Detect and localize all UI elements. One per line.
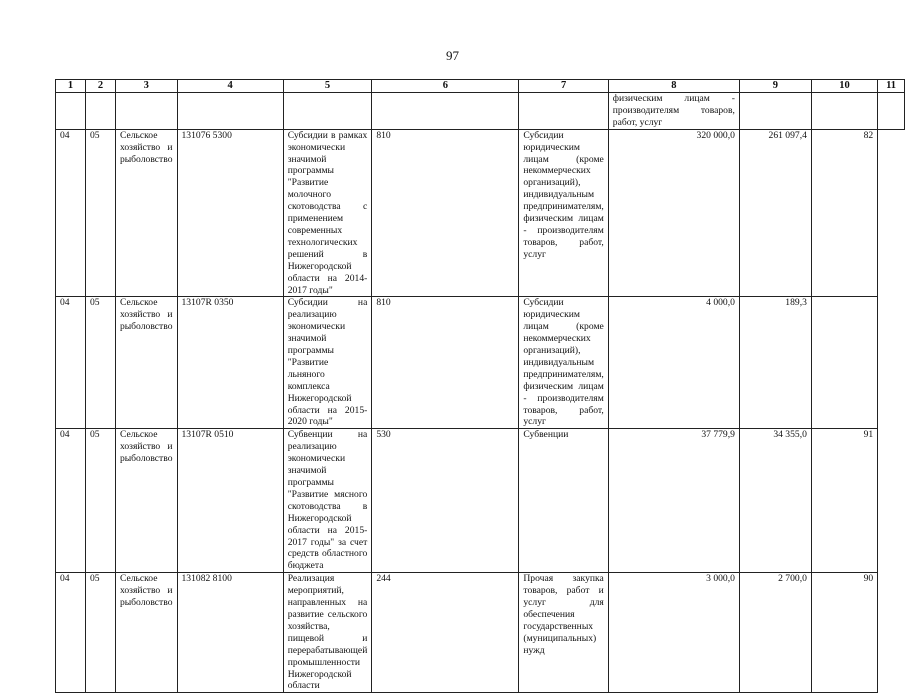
description-cell: Субвенции на реализацию экономически значимой программы "Развитие мясного скотоводства в Нижегородской области на 2015-2017 годы" за счет средств областного бюджета	[283, 429, 372, 573]
table-row	[56, 129, 905, 297]
percent-cell: 91	[811, 429, 877, 573]
column-header: 7	[519, 80, 608, 93]
col3-cell: 05	[85, 429, 115, 573]
table-header-row	[56, 80, 905, 93]
section-cell: Сельское хозяйство и рыболовство	[115, 573, 177, 693]
col2-cell: 04	[56, 297, 86, 429]
table-row	[56, 573, 905, 693]
section-cell: Сельское хозяйство и рыболовство	[115, 129, 177, 297]
col3-cell: 05	[85, 297, 115, 429]
column-header: 2	[85, 80, 115, 93]
recipient-cell: Субвенции	[519, 429, 608, 573]
column-header: 3	[115, 80, 177, 93]
description-cell: Субсидии на реализацию экономически значимой программы "Развитие льняного комплекса Нижегородской области на 2015-2020 годы"	[283, 297, 372, 429]
column-header: 5	[283, 80, 372, 93]
col3-cell: 05	[85, 129, 115, 297]
column-header: 8	[608, 80, 739, 93]
description-cell: Субсидии в рамках экономически значимой программы "Развитие молочного скотоводства с применением современных технологических решений в Нижегородской области на 2014-2017 годы"	[283, 129, 372, 297]
column-header: 6	[372, 80, 519, 93]
planned-cell: 4 000,0	[608, 297, 739, 429]
table-row	[56, 297, 905, 429]
code-cell: 13107R 0510	[177, 429, 283, 573]
planned-cell: 37 779,9	[608, 429, 739, 573]
description-cell: Реализация мероприятий, направленных на развитие сельского хозяйства, пищевой и перерабатывающей промышленности Нижегородской области	[283, 573, 372, 693]
type-code-cell: 810	[372, 297, 519, 429]
type-code-cell: 244	[372, 573, 519, 693]
column-header: 11	[878, 80, 905, 93]
col2-cell: 04	[56, 573, 86, 693]
percent-cell: 90	[811, 573, 877, 693]
executed-cell: 261 097,4	[739, 129, 811, 297]
section-cell: Сельское хозяйство и рыболовство	[115, 429, 177, 573]
col2-cell: 04	[56, 129, 86, 297]
type-code-cell: 530	[372, 429, 519, 573]
column-header: 1	[56, 80, 86, 93]
budget-table	[55, 79, 905, 693]
code-cell: 131076 5300	[177, 129, 283, 297]
page-number: 97	[446, 48, 459, 63]
recipient-cell: физическим лицам - производителям товаров, работ, услуг	[608, 93, 739, 130]
col2-cell: 04	[56, 429, 86, 573]
planned-cell: 3 000,0	[608, 573, 739, 693]
code-cell: 13107R 0350	[177, 297, 283, 429]
executed-cell: 189,3	[739, 297, 811, 429]
column-header: 9	[739, 80, 811, 93]
col3-cell: 05	[85, 573, 115, 693]
column-header: 4	[177, 80, 283, 93]
code-cell: 131082 8100	[177, 573, 283, 693]
section-cell: Сельское хозяйство и рыболовство	[115, 297, 177, 429]
percent-cell: 82	[811, 129, 877, 297]
column-header: 10	[811, 80, 877, 93]
percent-cell	[811, 297, 877, 429]
type-code-cell: 810	[372, 129, 519, 297]
recipient-cell: Субсидии юридическим лицам (кроме некоммерческих организаций), индивидуальным предпринимателям, физическим лицам - производителям товаров, работ, услуг	[519, 129, 608, 297]
table-row	[56, 429, 905, 573]
planned-cell: 320 000,0	[608, 129, 739, 297]
table-row-continuation	[56, 93, 905, 130]
executed-cell: 34 355,0	[739, 429, 811, 573]
recipient-cell: Прочая закупка товаров, работ и услуг для обеспечения государственных (муниципальных) нужд	[519, 573, 608, 693]
recipient-cell: Субсидии юридическим лицам (кроме некоммерческих организаций), индивидуальным предпринимателям, физическим лицам - производителям товаров, работ, услуг	[519, 297, 608, 429]
executed-cell: 2 700,0	[739, 573, 811, 693]
